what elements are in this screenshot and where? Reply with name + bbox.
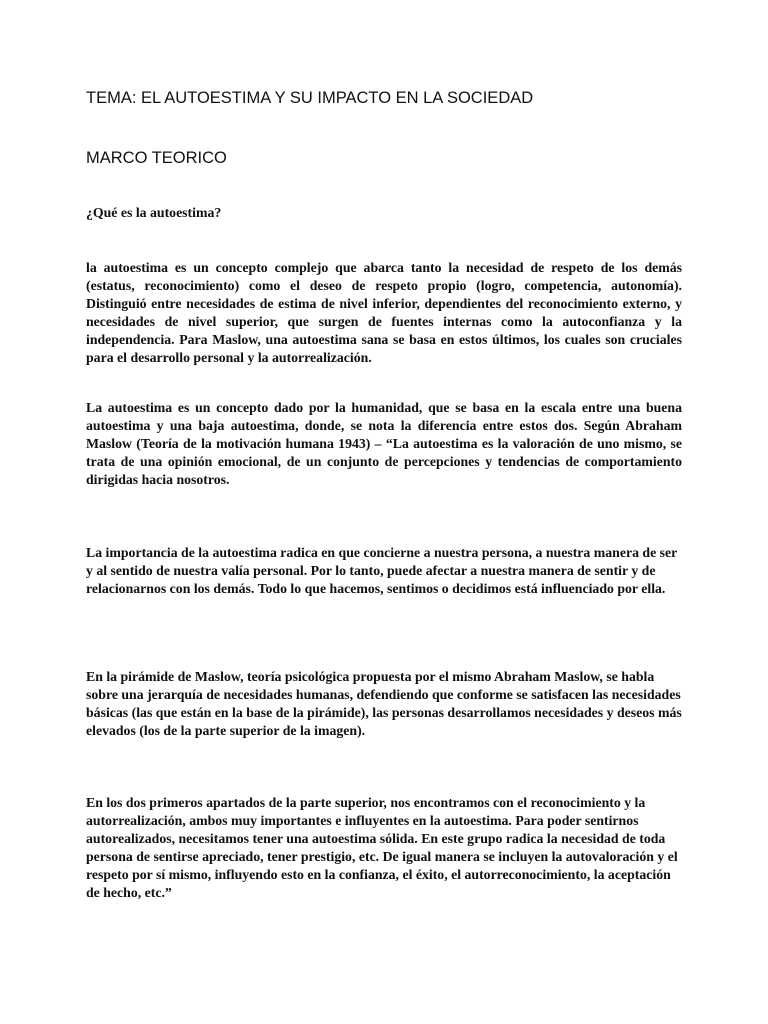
paragraph: La importancia de la autoestima radica en que concierne a nuestra persona, a nuestra manera de ser y al sentido de nuestra valía personal. Por lo tanto, puede afectar a nuestra manera de sentir y de relacionarnos con los demás. Todo lo que hacemos, sentimos o decidimos está influenciado por ella. <box>86 545 678 596</box>
paragraph: La autoestima es un concepto dado por la humanidad, que se basa en la escala entre una buena autoestima y una baja autoestima, donde, se nota la diferencia entre estos dos. Según Abraham Maslow (Teoría de la motivación humana 1943) – “La autoestima es la valoración de uno mismo, se trata de una opinión emocional, de un conjunto de percepciones y tendencias de comportamiento dirigidas hacia nosotros. <box>86 400 682 487</box>
paragraph: En los dos primeros apartados de la parte superior, nos encontramos con el reconocimiento y la autorrealización, ambos muy importantes e influyentes en la autoestima. Para poder sentirnos autorealizados, necesitamos tener una autoestima sólida. En este grupo radica la necesidad de toda persona de sentirse apreciado, tener prestigio, etc. De igual manera se incluyen la autovaloración y el respeto por sí mismo, influyendo esto en la confianza, el éxito, el autorreconocimiento, la aceptación de hecho, etc.” <box>86 795 678 900</box>
paragraph: la autoestima es un concepto complejo que abarca tanto la necesidad de respeto de los demás (estatus, reconocimiento) como el deseo de respeto propio (logro, competencia, autonomía). Distinguió entre necesidades de estima de nivel inferior, dependientes del reconocimiento externo, y necesidades de nivel superior, que surgen de fuentes internas como la autoconfianza y la independencia. Para Maslow, una autoestima sana se basa en estos últimos, los cuales son cruciales para el desarrollo personal y la autorrealización. <box>86 260 682 365</box>
section-heading: MARCO TEORICO <box>86 149 227 167</box>
paragraph: En la pirámide de Maslow, teoría psicológica propuesta por el mismo Abraham Maslow, se habla sobre una jerarquía de necesidades humanas, defendiendo que conforme se satisfacen las necesidades básicas (las que están en la base de la pirámide), las personas desarrollamos necesidades y deseos más elevados (los de la parte superior de la imagen). <box>86 669 682 738</box>
document-title: TEMA: EL AUTOESTIMA Y SU IMPACTO EN LA SOCIEDAD <box>86 89 534 107</box>
question-heading: ¿Qué es la autoestima? <box>86 205 222 220</box>
